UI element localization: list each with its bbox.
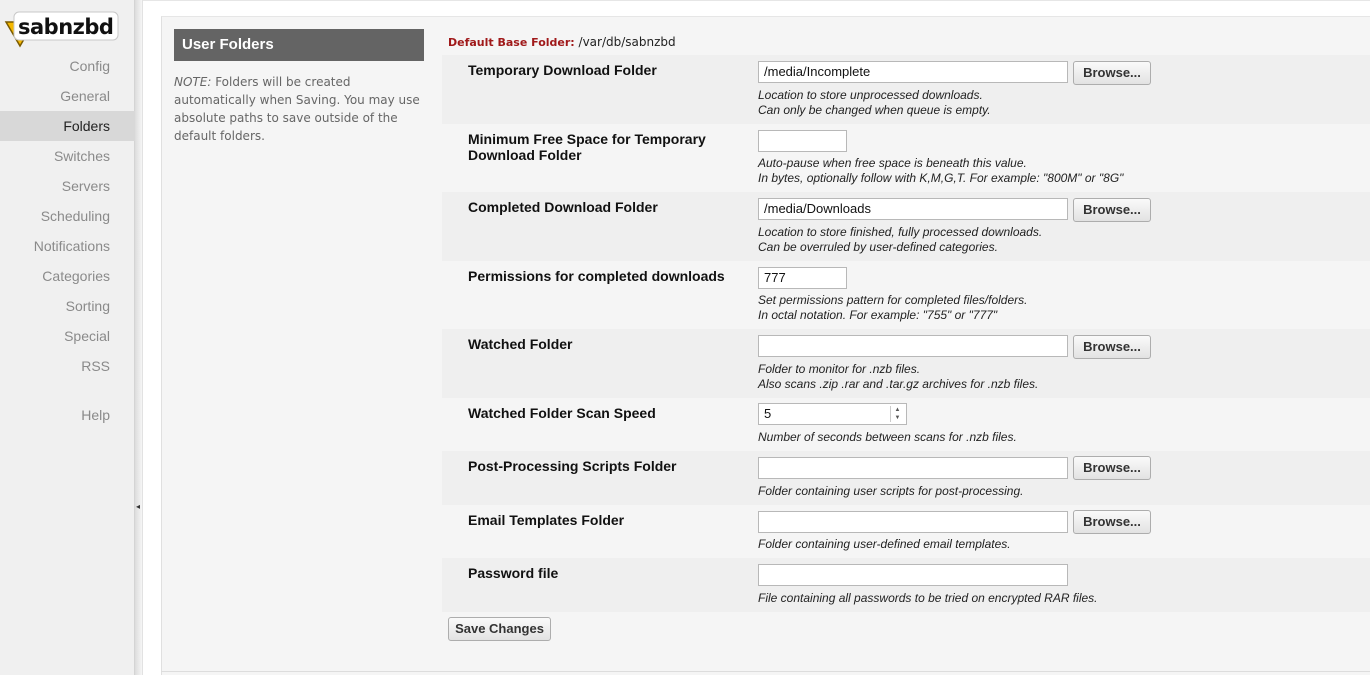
setting-row-complete-folder xyxy=(442,192,1370,261)
note-prefix: NOTE: xyxy=(174,75,212,89)
setting-row-temp-folder xyxy=(442,55,1370,124)
password-file-label: Password file xyxy=(468,565,559,581)
scripts-folder-browse-button[interactable]: Browse... xyxy=(1073,456,1151,480)
watched-folder-label: Watched Folder xyxy=(468,336,573,352)
setting-row-email-folder xyxy=(442,505,1370,558)
top-border xyxy=(143,0,1370,1)
sidebar-item-categories[interactable]: Categories xyxy=(42,268,110,284)
base-folder-label: Default Base Folder: xyxy=(448,36,575,49)
min-free-label: Minimum Free Space for Temporary Download Folder xyxy=(468,131,706,163)
sidebar-item-servers[interactable]: Servers xyxy=(61,178,110,194)
scan-speed-desc: Number of seconds between scans for .nzb files. xyxy=(758,430,1017,444)
permissions-desc xyxy=(758,293,1027,323)
permissions-input[interactable]: 777 xyxy=(758,267,847,289)
sabnzbd-logo[interactable] xyxy=(4,6,122,50)
scripts-folder-desc: Folder containing user scripts for post-processing. xyxy=(758,484,1024,498)
temp-folder-desc xyxy=(758,88,991,118)
permissions-desc-line1: Set permissions pattern for completed files/folders. xyxy=(758,293,1028,307)
watched-folder-browse-button[interactable]: Browse... xyxy=(1073,335,1151,359)
collapse-sidebar-icon[interactable]: ◂ xyxy=(136,502,141,511)
scan-speed-stepper[interactable] xyxy=(758,403,907,425)
save-changes-button[interactable]: Save Changes xyxy=(448,617,551,641)
watched-folder-input[interactable] xyxy=(758,335,1068,357)
sidebar-item-rss[interactable]: RSS xyxy=(81,358,110,374)
permissions-label: Permissions for completed downloads xyxy=(468,268,725,284)
complete-folder-input[interactable]: /media/Downloads xyxy=(758,198,1068,220)
sidebar-item-folders[interactable]: Folders xyxy=(0,111,135,141)
scan-speed-value: 5 xyxy=(764,406,772,421)
complete-folder-desc-line2: Can be overruled by user-defined categories. xyxy=(758,240,998,254)
email-folder-browse-button[interactable]: Browse... xyxy=(1073,510,1151,534)
email-folder-label: Email Templates Folder xyxy=(468,512,625,528)
sidebar-item-general[interactable]: General xyxy=(60,88,110,104)
min-free-desc xyxy=(758,156,1123,186)
sidebar xyxy=(0,0,135,675)
sidebar-divider xyxy=(135,0,143,675)
complete-folder-browse-button[interactable]: Browse... xyxy=(1073,198,1151,222)
setting-row-watched-folder xyxy=(442,329,1370,398)
setting-row-permissions xyxy=(442,261,1370,329)
spinner-arrows[interactable] xyxy=(890,406,904,422)
complete-folder-desc-line1: Location to store finished, fully processed downloads. xyxy=(758,225,1043,239)
min-free-input[interactable] xyxy=(758,130,847,152)
scan-speed-label: Watched Folder Scan Speed xyxy=(468,405,656,421)
decrement-icon[interactable]: ▼ xyxy=(894,415,901,421)
section-title: User Folders xyxy=(174,29,424,61)
watched-folder-desc-line1: Folder to monitor for .nzb files. xyxy=(758,362,921,376)
temp-folder-label: Temporary Download Folder xyxy=(468,62,657,78)
email-folder-desc: Folder containing user-defined email templates. xyxy=(758,537,1011,551)
sidebar-item-special[interactable]: Special xyxy=(64,328,110,344)
min-free-desc-line1: Auto-pause when free space is beneath this value. xyxy=(758,156,1027,170)
complete-folder-label: Completed Download Folder xyxy=(468,199,658,215)
base-folder-value: /var/db/sabnzbd xyxy=(578,35,676,49)
scripts-folder-label: Post-Processing Scripts Folder xyxy=(468,458,677,474)
setting-row-min-free xyxy=(442,124,1370,192)
setting-row-scan-speed xyxy=(442,398,1370,451)
min-free-desc-line2: In bytes, optionally follow with K,M,G,T. For example: "800M" or "8G" xyxy=(758,171,1124,185)
temp-folder-input[interactable]: /media/Incomplete xyxy=(758,61,1068,83)
password-file-desc: File containing all passwords to be tried on encrypted RAR files. xyxy=(758,591,1098,605)
sidebar-item-sorting[interactable]: Sorting xyxy=(65,298,110,314)
increment-icon[interactable]: ▲ xyxy=(894,407,901,413)
panel-bottom-border xyxy=(161,671,1370,672)
logo-text: sabnzbd xyxy=(18,15,114,39)
watched-folder-desc xyxy=(758,362,1038,392)
sidebar-item-config[interactable]: Config xyxy=(69,58,110,74)
section-note xyxy=(174,73,424,145)
default-base-folder xyxy=(448,35,676,49)
temp-folder-desc-line2: Can only be changed when queue is empty. xyxy=(758,103,991,117)
temp-folder-desc-line1: Location to store unprocessed downloads. xyxy=(758,88,983,102)
setting-row-scripts-folder xyxy=(442,451,1370,505)
password-file-input[interactable] xyxy=(758,564,1068,586)
sidebar-item-scheduling[interactable]: Scheduling xyxy=(40,208,110,224)
complete-folder-desc xyxy=(758,225,1042,255)
temp-folder-browse-button[interactable]: Browse... xyxy=(1073,61,1151,85)
setting-row-password-file xyxy=(442,558,1370,612)
sidebar-item-notifications[interactable]: Notifications xyxy=(33,238,110,254)
watched-folder-desc-line2: Also scans .zip .rar and .tar.gz archives for .nzb files. xyxy=(758,377,1039,391)
scripts-folder-input[interactable] xyxy=(758,457,1068,479)
note-text: Folders will be created automatically when Saving. You may use absolute paths to save outside of the default folders. xyxy=(174,75,420,143)
sidebar-item-help[interactable]: Help xyxy=(81,407,110,423)
permissions-desc-line2: In octal notation. For example: "755" or "777" xyxy=(758,308,998,322)
sidebar-item-switches[interactable]: Switches xyxy=(53,148,110,164)
email-folder-input[interactable] xyxy=(758,511,1068,533)
